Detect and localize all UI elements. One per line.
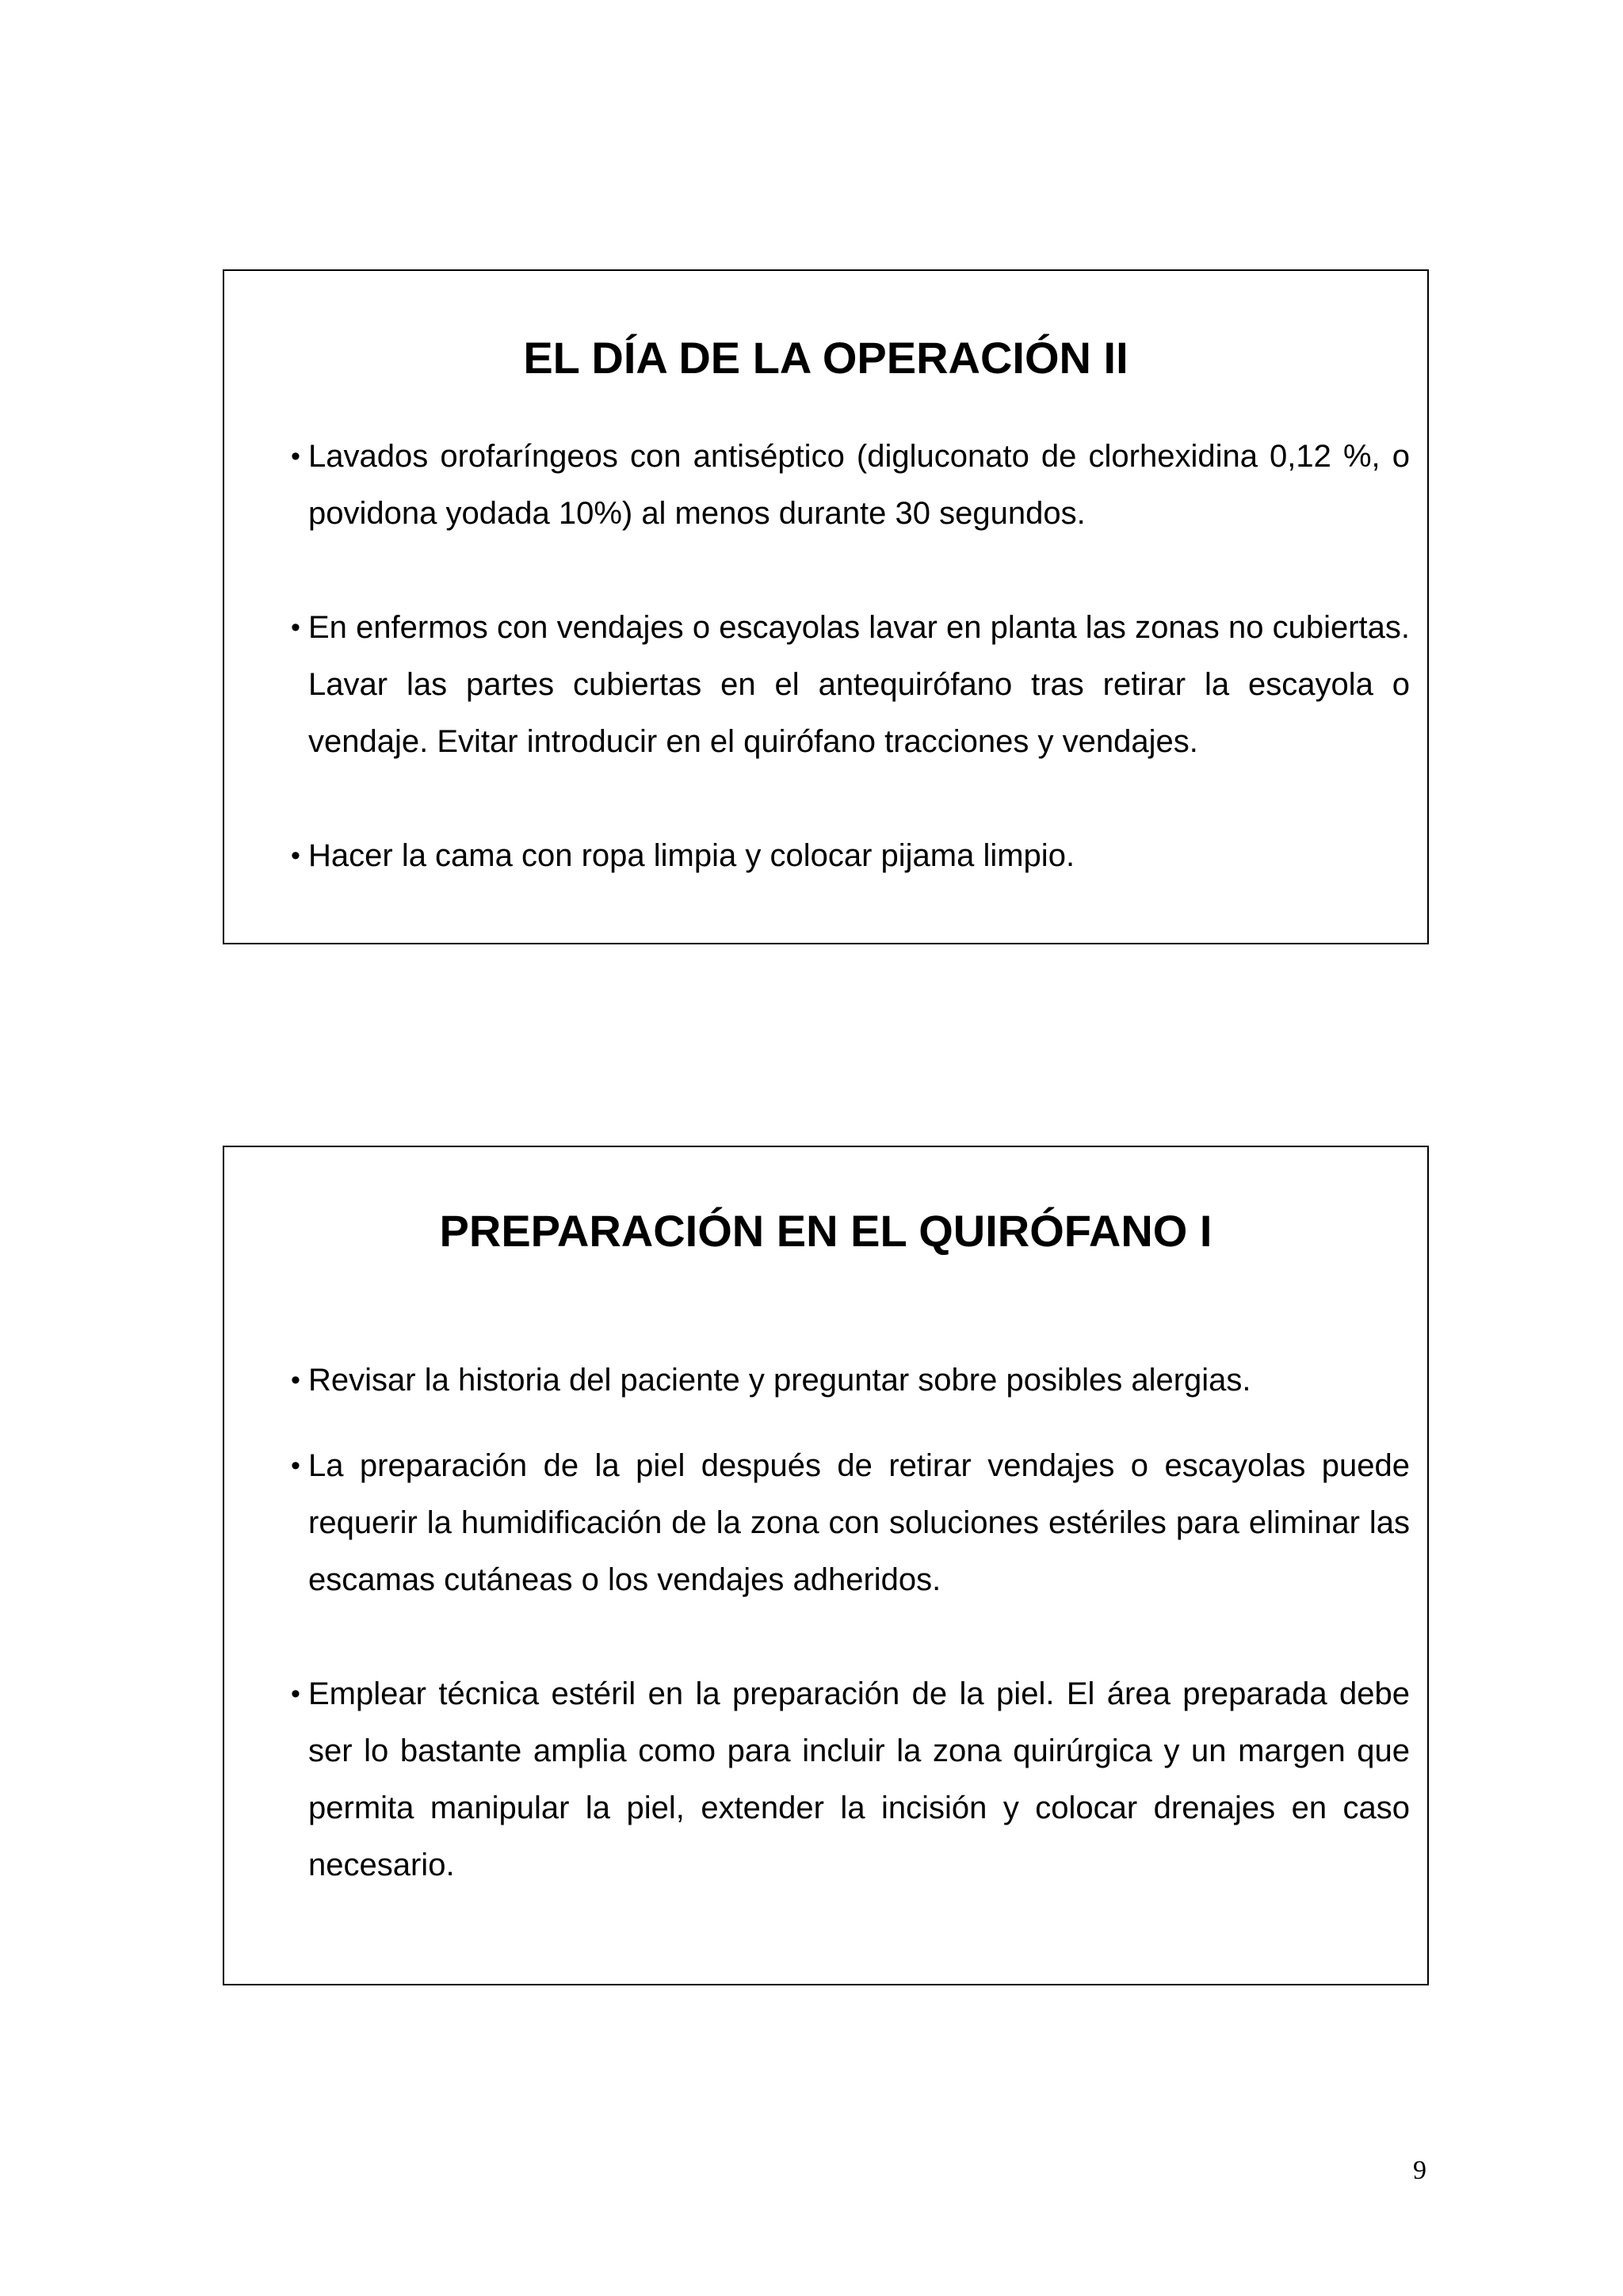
slide-dia-de-la-operacion xyxy=(223,269,1429,944)
bullet-icon: • xyxy=(291,1451,300,1481)
bullet-text: La preparación de la piel después de retirar vendajes o escayolas puede requerir la humidificación de la zona con soluciones estériles para eliminar las escamas cutáneas o los vendajes adheridos. xyxy=(308,1448,1410,1597)
bullet-text: En enfermos con vendajes o escayolas lavar en planta las zonas no cubiertas. Lavar las partes cubiertas en el antequirófano tras retirar la escayola o vendaje. Evitar introducir en el quirófano tracciones y vendajes. xyxy=(308,610,1410,759)
bullet-text: Hacer la cama con ropa limpia y colocar pijama limpio. xyxy=(308,838,1075,873)
bullet-item xyxy=(291,428,1410,542)
bullet-list xyxy=(291,1352,1410,1894)
slide-preparacion-en-el-quirofano xyxy=(223,1146,1429,1985)
bullet-icon: • xyxy=(291,841,300,871)
bullet-icon: • xyxy=(291,1365,300,1395)
bullet-item xyxy=(291,827,1410,884)
bullet-icon: • xyxy=(291,612,300,643)
slide-title: PREPARACIÓN EN EL QUIRÓFANO I xyxy=(439,1206,1212,1256)
bullet-text: Lavados orofaríngeos con antiséptico (digluconato de clorhexidina 0,12 %, o povidona yodada 10%) al menos durante 30 segundos. xyxy=(308,439,1410,531)
bullet-icon: • xyxy=(291,441,300,471)
bullet-item xyxy=(291,1437,1410,1608)
bullet-item xyxy=(291,599,1410,770)
bullet-list xyxy=(291,428,1410,884)
page-number: 9 xyxy=(1413,2156,1426,2185)
bullet-text: Emplear técnica estéril en la preparación de la piel. El área preparada debe ser lo bastante amplia como para incluir la zona quirúrgica y un margen que permita manipular la piel, extender la incisión y colocar drenajes en caso necesario. xyxy=(308,1676,1410,1882)
slide-title: EL DÍA DE LA OPERACIÓN II xyxy=(523,333,1128,383)
bullet-item xyxy=(291,1352,1410,1409)
bullet-icon: • xyxy=(291,1679,300,1709)
bullet-item xyxy=(291,1665,1410,1894)
bullet-text: Revisar la historia del paciente y preguntar sobre posibles alergias. xyxy=(308,1363,1251,1398)
